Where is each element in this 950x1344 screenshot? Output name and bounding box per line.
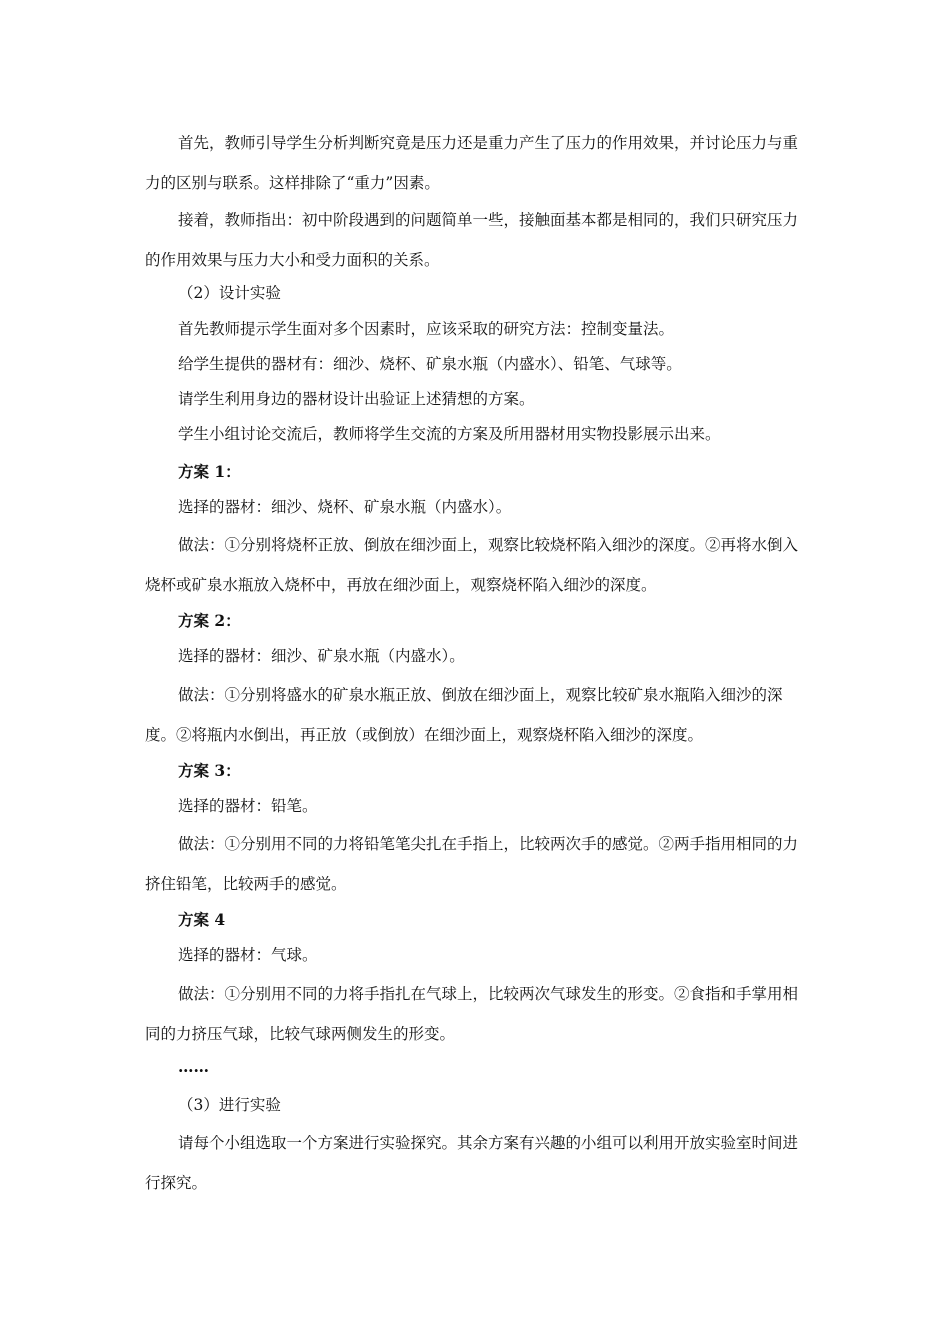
paragraph-groups-choose-plan: 请每个小组选取一个方案进行实验探究。其余方案有兴趣的小组可以利用开放实验室时间进行探究。 bbox=[145, 1134, 799, 1192]
plan-3-heading: 方案 3： bbox=[178, 761, 241, 780]
plan-2-method: 做法：①分别将盛水的矿泉水瓶正放、倒放在细沙面上，观察比较矿泉水瓶陷入细沙的深度。②将瓶内水倒出，再正放（或倒放）在细沙面上，观察烧杯陷入细沙的深度。 bbox=[145, 686, 783, 744]
paragraph-design-plan: 请学生利用身边的器材设计出验证上述猜想的方案。 bbox=[178, 390, 535, 408]
plan-2-materials: 选择的器材：细沙、矿泉水瓶（内盛水）。 bbox=[178, 647, 465, 665]
plan-4-method: 做法：①分别用不同的力将手指扎在气球上，比较两次气球发生的形变。②食指和手掌用相同的力挤压气球，比较气球两侧发生的形变。 bbox=[145, 985, 799, 1043]
paragraph-intro-pressure-gravity: 首先，教师引导学生分析判断究竟是压力还是重力产生了压力的作用效果，并讨论压力与重力的区别与联系。这样排除了“重力”因素。 bbox=[145, 134, 799, 192]
plan-3-materials: 选择的器材：铅笔。 bbox=[178, 797, 318, 815]
plan-2-heading: 方案 2： bbox=[178, 611, 241, 630]
section-heading-design-experiment: （2）设计实验 bbox=[178, 284, 281, 302]
section-heading-conduct-experiment: （3）进行实验 bbox=[178, 1096, 281, 1114]
plan-4-heading: 方案 4 bbox=[178, 910, 226, 929]
ellipsis-more-plans: …… bbox=[178, 1057, 209, 1076]
plan-1-heading: 方案 1： bbox=[178, 462, 241, 481]
paragraph-materials: 给学生提供的器材有：细沙、烧杯、矿泉水瓶（内盛水）、铅笔、气球等。 bbox=[178, 355, 682, 373]
paragraph-teacher-points-out: 接着，教师指出：初中阶段遇到的问题简单一些，接触面基本都是相同的，我们只研究压力的作用效果与压力大小和受力面积的关系。 bbox=[145, 211, 799, 269]
plan-4-materials: 选择的器材：气球。 bbox=[178, 946, 318, 964]
plan-1-materials: 选择的器材：细沙、烧杯、矿泉水瓶（内盛水）。 bbox=[178, 498, 512, 516]
paragraph-group-discussion: 学生小组讨论交流后，教师将学生交流的方案及所用器材用实物投影展示出来。 bbox=[178, 425, 721, 443]
paragraph-control-variable: 首先教师提示学生面对多个因素时，应该采取的研究方法：控制变量法。 bbox=[178, 320, 675, 338]
plan-3-method: 做法：①分别用不同的力将铅笔笔尖扎在手指上，比较两次手的感觉。②两手指用相同的力挤住铅笔，比较两手的感觉。 bbox=[145, 835, 799, 893]
plan-1-method: 做法：①分别将烧杯正放、倒放在细沙面上，观察比较烧杯陷入细沙的深度。②再将水倒入烧杯或矿泉水瓶放入烧杯中，再放在细沙面上，观察烧杯陷入细沙的深度。 bbox=[145, 536, 799, 594]
